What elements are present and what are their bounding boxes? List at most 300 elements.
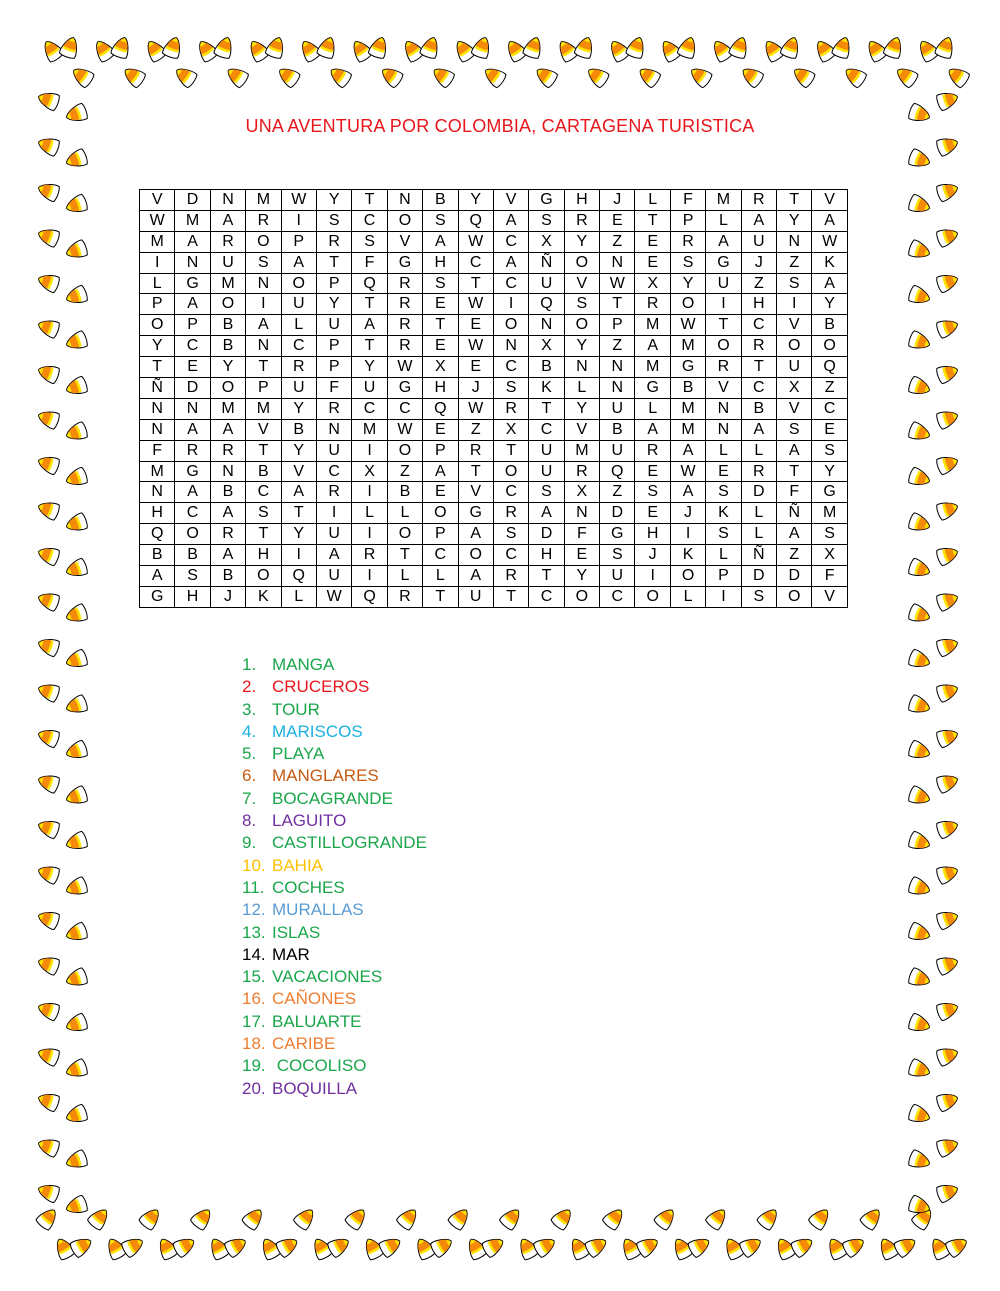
grid-cell[interactable]: U [458, 586, 493, 607]
grid-cell[interactable]: X [564, 482, 599, 503]
grid-cell[interactable]: E [564, 545, 599, 566]
grid-cell[interactable]: N [246, 336, 281, 357]
grid-cell[interactable]: E [423, 482, 458, 503]
grid-cell[interactable]: R [741, 190, 776, 211]
grid-cell[interactable]: A [670, 482, 705, 503]
grid-cell[interactable]: U [316, 315, 351, 336]
grid-cell[interactable]: T [140, 357, 175, 378]
grid-cell[interactable]: Ñ [140, 378, 175, 399]
grid-cell[interactable]: G [175, 461, 210, 482]
grid-cell[interactable]: Q [352, 273, 387, 294]
grid-cell[interactable]: S [670, 252, 705, 273]
grid-cell[interactable]: O [564, 252, 599, 273]
grid-cell[interactable]: L [387, 503, 422, 524]
grid-cell[interactable]: W [281, 190, 316, 211]
grid-cell[interactable]: H [423, 252, 458, 273]
grid-cell[interactable]: L [706, 440, 741, 461]
grid-cell[interactable]: I [635, 566, 670, 587]
grid-cell[interactable]: H [635, 524, 670, 545]
grid-cell[interactable]: S [812, 524, 847, 545]
grid-cell[interactable]: Q [458, 210, 493, 231]
grid-cell[interactable]: I [352, 440, 387, 461]
grid-cell[interactable]: E [423, 294, 458, 315]
grid-cell[interactable]: L [741, 440, 776, 461]
grid-cell[interactable]: B [210, 482, 245, 503]
grid-cell[interactable]: I [140, 252, 175, 273]
grid-cell[interactable]: C [175, 336, 210, 357]
grid-cell[interactable]: R [493, 503, 528, 524]
grid-cell[interactable]: Ñ [529, 252, 564, 273]
grid-cell[interactable]: D [600, 503, 635, 524]
grid-cell[interactable]: G [706, 252, 741, 273]
grid-cell[interactable]: P [423, 524, 458, 545]
grid-cell[interactable]: A [210, 545, 245, 566]
grid-cell[interactable]: N [564, 503, 599, 524]
grid-cell[interactable]: S [423, 273, 458, 294]
grid-cell[interactable]: K [670, 545, 705, 566]
grid-cell[interactable]: I [352, 524, 387, 545]
grid-cell[interactable]: S [423, 210, 458, 231]
grid-cell[interactable]: N [175, 398, 210, 419]
grid-cell[interactable]: E [635, 503, 670, 524]
grid-cell[interactable]: Q [352, 586, 387, 607]
grid-cell[interactable]: Y [316, 190, 351, 211]
grid-cell[interactable]: S [246, 503, 281, 524]
grid-cell[interactable]: D [741, 566, 776, 587]
grid-cell[interactable]: O [423, 503, 458, 524]
grid-cell[interactable]: A [670, 440, 705, 461]
grid-cell[interactable]: I [706, 294, 741, 315]
grid-cell[interactable]: A [210, 419, 245, 440]
grid-cell[interactable]: A [281, 482, 316, 503]
grid-cell[interactable]: O [670, 294, 705, 315]
grid-cell[interactable]: C [741, 315, 776, 336]
grid-cell[interactable]: C [493, 482, 528, 503]
grid-cell[interactable]: O [210, 378, 245, 399]
grid-cell[interactable]: R [387, 273, 422, 294]
grid-cell[interactable]: O [210, 294, 245, 315]
grid-cell[interactable]: M [670, 419, 705, 440]
grid-cell[interactable]: B [281, 419, 316, 440]
grid-cell[interactable]: M [352, 419, 387, 440]
grid-cell[interactable]: C [387, 398, 422, 419]
grid-cell[interactable]: C [493, 231, 528, 252]
grid-cell[interactable]: K [246, 586, 281, 607]
grid-cell[interactable]: N [493, 336, 528, 357]
grid-cell[interactable]: J [600, 190, 635, 211]
grid-cell[interactable]: B [529, 357, 564, 378]
grid-cell[interactable]: C [529, 586, 564, 607]
grid-cell[interactable]: I [281, 545, 316, 566]
grid-cell[interactable]: U [281, 378, 316, 399]
grid-cell[interactable]: T [777, 190, 812, 211]
grid-cell[interactable]: O [564, 586, 599, 607]
grid-cell[interactable]: A [246, 315, 281, 336]
grid-cell[interactable]: X [493, 419, 528, 440]
grid-cell[interactable]: R [210, 440, 245, 461]
grid-cell[interactable]: K [529, 378, 564, 399]
grid-cell[interactable]: C [175, 503, 210, 524]
grid-cell[interactable]: H [564, 190, 599, 211]
grid-cell[interactable]: L [140, 273, 175, 294]
grid-cell[interactable]: T [352, 190, 387, 211]
grid-cell[interactable]: N [600, 357, 635, 378]
grid-cell[interactable]: R [493, 398, 528, 419]
grid-cell[interactable]: B [741, 398, 776, 419]
grid-cell[interactable]: B [210, 336, 245, 357]
grid-cell[interactable]: Q [140, 524, 175, 545]
grid-cell[interactable]: S [352, 231, 387, 252]
grid-cell[interactable]: B [246, 461, 281, 482]
grid-cell[interactable]: U [706, 273, 741, 294]
grid-cell[interactable]: V [281, 461, 316, 482]
grid-cell[interactable]: S [493, 524, 528, 545]
grid-cell[interactable]: B [140, 545, 175, 566]
grid-cell[interactable]: N [210, 190, 245, 211]
grid-cell[interactable]: R [352, 545, 387, 566]
grid-cell[interactable]: H [175, 586, 210, 607]
grid-cell[interactable]: A [281, 252, 316, 273]
grid-cell[interactable]: W [458, 231, 493, 252]
grid-cell[interactable]: A [635, 336, 670, 357]
grid-cell[interactable]: Y [316, 294, 351, 315]
grid-cell[interactable]: C [246, 482, 281, 503]
grid-cell[interactable]: T [281, 503, 316, 524]
grid-cell[interactable]: A [493, 210, 528, 231]
grid-cell[interactable]: C [352, 398, 387, 419]
grid-cell[interactable]: G [458, 503, 493, 524]
grid-cell[interactable]: O [564, 315, 599, 336]
grid-cell[interactable]: T [529, 566, 564, 587]
grid-cell[interactable]: R [175, 440, 210, 461]
grid-cell[interactable]: I [352, 566, 387, 587]
grid-cell[interactable]: S [706, 524, 741, 545]
grid-cell[interactable]: L [741, 503, 776, 524]
grid-cell[interactable]: H [140, 503, 175, 524]
grid-cell[interactable]: Y [812, 461, 847, 482]
grid-cell[interactable]: U [210, 252, 245, 273]
grid-cell[interactable]: F [670, 190, 705, 211]
grid-cell[interactable]: A [635, 419, 670, 440]
grid-cell[interactable]: B [670, 378, 705, 399]
grid-cell[interactable]: C [352, 210, 387, 231]
grid-cell[interactable]: N [706, 398, 741, 419]
grid-cell[interactable]: I [777, 294, 812, 315]
grid-cell[interactable]: A [210, 210, 245, 231]
grid-cell[interactable]: M [670, 336, 705, 357]
grid-cell[interactable]: O [812, 336, 847, 357]
grid-cell[interactable]: F [352, 252, 387, 273]
grid-cell[interactable]: M [706, 190, 741, 211]
grid-cell[interactable]: V [812, 586, 847, 607]
grid-cell[interactable]: H [423, 378, 458, 399]
grid-cell[interactable]: V [140, 190, 175, 211]
grid-cell[interactable]: U [316, 566, 351, 587]
grid-cell[interactable]: A [316, 545, 351, 566]
grid-cell[interactable]: A [175, 482, 210, 503]
grid-cell[interactable]: V [493, 190, 528, 211]
grid-cell[interactable]: C [423, 545, 458, 566]
grid-cell[interactable]: N [600, 252, 635, 273]
grid-cell[interactable]: T [423, 586, 458, 607]
grid-cell[interactable]: N [140, 482, 175, 503]
grid-cell[interactable]: X [529, 336, 564, 357]
grid-cell[interactable]: X [423, 357, 458, 378]
grid-cell[interactable]: P [316, 273, 351, 294]
grid-cell[interactable]: A [706, 231, 741, 252]
grid-cell[interactable]: M [210, 398, 245, 419]
grid-cell[interactable]: W [458, 336, 493, 357]
grid-cell[interactable]: B [210, 315, 245, 336]
grid-cell[interactable]: G [175, 273, 210, 294]
grid-cell[interactable]: G [635, 378, 670, 399]
grid-cell[interactable]: Y [812, 294, 847, 315]
grid-cell[interactable]: K [812, 252, 847, 273]
grid-cell[interactable]: M [140, 461, 175, 482]
grid-cell[interactable]: C [493, 545, 528, 566]
grid-cell[interactable]: S [600, 545, 635, 566]
grid-cell[interactable]: D [175, 378, 210, 399]
grid-cell[interactable]: A [458, 524, 493, 545]
grid-cell[interactable]: A [741, 419, 776, 440]
grid-cell[interactable]: C [316, 461, 351, 482]
grid-cell[interactable]: C [812, 398, 847, 419]
grid-cell[interactable]: N [529, 315, 564, 336]
grid-cell[interactable]: T [352, 294, 387, 315]
grid-cell[interactable]: C [458, 252, 493, 273]
grid-cell[interactable]: O [777, 586, 812, 607]
grid-cell[interactable]: O [670, 566, 705, 587]
grid-cell[interactable]: T [316, 252, 351, 273]
grid-cell[interactable]: O [175, 524, 210, 545]
grid-cell[interactable]: S [529, 210, 564, 231]
grid-cell[interactable]: P [246, 378, 281, 399]
grid-cell[interactable]: Q [281, 566, 316, 587]
grid-cell[interactable]: C [493, 357, 528, 378]
grid-cell[interactable]: O [458, 545, 493, 566]
grid-cell[interactable]: M [246, 398, 281, 419]
grid-cell[interactable]: R [210, 231, 245, 252]
grid-cell[interactable]: P [423, 440, 458, 461]
grid-cell[interactable]: F [777, 482, 812, 503]
grid-cell[interactable]: Q [529, 294, 564, 315]
grid-cell[interactable]: L [281, 315, 316, 336]
grid-cell[interactable]: N [210, 461, 245, 482]
grid-cell[interactable]: R [706, 357, 741, 378]
grid-cell[interactable]: T [246, 357, 281, 378]
grid-cell[interactable]: M [564, 440, 599, 461]
grid-cell[interactable]: L [352, 503, 387, 524]
grid-cell[interactable]: S [706, 482, 741, 503]
grid-cell[interactable]: Y [281, 524, 316, 545]
grid-cell[interactable]: P [175, 315, 210, 336]
grid-cell[interactable]: D [175, 190, 210, 211]
grid-cell[interactable]: Z [741, 273, 776, 294]
grid-cell[interactable]: E [175, 357, 210, 378]
grid-cell[interactable]: G [812, 482, 847, 503]
grid-cell[interactable]: U [316, 440, 351, 461]
grid-cell[interactable]: G [387, 252, 422, 273]
grid-cell[interactable]: Z [777, 252, 812, 273]
grid-cell[interactable]: H [529, 545, 564, 566]
grid-cell[interactable]: R [741, 461, 776, 482]
grid-cell[interactable]: T [246, 440, 281, 461]
grid-cell[interactable]: F [140, 440, 175, 461]
grid-cell[interactable]: T [493, 440, 528, 461]
grid-cell[interactable]: R [316, 231, 351, 252]
grid-cell[interactable]: Q [812, 357, 847, 378]
grid-cell[interactable]: N [777, 231, 812, 252]
grid-cell[interactable]: A [458, 566, 493, 587]
grid-cell[interactable]: C [493, 273, 528, 294]
grid-cell[interactable]: R [458, 440, 493, 461]
grid-cell[interactable]: A [777, 524, 812, 545]
grid-cell[interactable]: X [812, 545, 847, 566]
grid-cell[interactable]: Y [140, 336, 175, 357]
grid-cell[interactable]: A [812, 273, 847, 294]
grid-cell[interactable]: N [387, 190, 422, 211]
grid-cell[interactable]: T [635, 210, 670, 231]
grid-cell[interactable]: A [175, 419, 210, 440]
grid-cell[interactable]: M [670, 398, 705, 419]
grid-cell[interactable]: N [246, 273, 281, 294]
grid-cell[interactable]: N [564, 357, 599, 378]
grid-cell[interactable]: N [140, 419, 175, 440]
grid-cell[interactable]: I [352, 482, 387, 503]
grid-cell[interactable]: E [635, 461, 670, 482]
grid-cell[interactable]: R [635, 440, 670, 461]
grid-cell[interactable]: I [706, 586, 741, 607]
grid-cell[interactable]: Z [812, 378, 847, 399]
grid-cell[interactable]: Ñ [741, 545, 776, 566]
grid-cell[interactable]: R [281, 357, 316, 378]
grid-cell[interactable]: Y [777, 210, 812, 231]
grid-cell[interactable]: T [246, 524, 281, 545]
grid-cell[interactable]: R [741, 336, 776, 357]
grid-cell[interactable]: L [670, 586, 705, 607]
grid-cell[interactable]: T [741, 357, 776, 378]
grid-cell[interactable]: V [387, 231, 422, 252]
grid-cell[interactable]: Q [600, 461, 635, 482]
grid-cell[interactable]: S [564, 294, 599, 315]
grid-cell[interactable]: T [352, 336, 387, 357]
grid-cell[interactable]: W [458, 398, 493, 419]
grid-cell[interactable]: B [423, 190, 458, 211]
grid-cell[interactable]: Q [423, 398, 458, 419]
grid-cell[interactable]: S [777, 273, 812, 294]
grid-cell[interactable]: R [387, 294, 422, 315]
grid-cell[interactable]: B [175, 545, 210, 566]
grid-cell[interactable]: E [600, 210, 635, 231]
grid-cell[interactable]: Y [352, 357, 387, 378]
grid-cell[interactable]: U [529, 273, 564, 294]
grid-cell[interactable]: X [352, 461, 387, 482]
grid-cell[interactable]: B [600, 419, 635, 440]
grid-cell[interactable]: T [458, 461, 493, 482]
grid-cell[interactable]: Y [670, 273, 705, 294]
grid-cell[interactable]: M [175, 210, 210, 231]
grid-cell[interactable]: L [635, 398, 670, 419]
grid-cell[interactable]: S [493, 378, 528, 399]
grid-cell[interactable]: X [635, 273, 670, 294]
grid-cell[interactable]: P [316, 357, 351, 378]
grid-cell[interactable]: Z [600, 231, 635, 252]
grid-cell[interactable]: O [493, 315, 528, 336]
grid-cell[interactable]: X [529, 231, 564, 252]
grid-cell[interactable]: P [600, 315, 635, 336]
grid-cell[interactable]: Y [564, 566, 599, 587]
grid-cell[interactable]: C [741, 378, 776, 399]
grid-cell[interactable]: Y [210, 357, 245, 378]
grid-cell[interactable]: G [387, 378, 422, 399]
grid-cell[interactable]: W [670, 461, 705, 482]
grid-cell[interactable]: U [281, 294, 316, 315]
grid-cell[interactable]: Y [458, 190, 493, 211]
grid-cell[interactable]: I [670, 524, 705, 545]
grid-cell[interactable]: U [741, 231, 776, 252]
grid-cell[interactable]: G [600, 524, 635, 545]
grid-cell[interactable]: E [635, 231, 670, 252]
grid-cell[interactable]: G [670, 357, 705, 378]
grid-cell[interactable]: A [423, 231, 458, 252]
grid-cell[interactable]: N [140, 398, 175, 419]
grid-cell[interactable]: R [387, 336, 422, 357]
grid-cell[interactable]: W [140, 210, 175, 231]
grid-cell[interactable]: T [600, 294, 635, 315]
grid-cell[interactable]: M [210, 273, 245, 294]
grid-cell[interactable]: U [600, 566, 635, 587]
grid-cell[interactable]: N [175, 252, 210, 273]
grid-cell[interactable]: E [812, 419, 847, 440]
grid-cell[interactable]: S [246, 252, 281, 273]
grid-cell[interactable]: B [812, 315, 847, 336]
grid-cell[interactable]: E [458, 315, 493, 336]
grid-cell[interactable]: F [812, 566, 847, 587]
grid-cell[interactable]: A [352, 315, 387, 336]
grid-cell[interactable]: J [670, 503, 705, 524]
grid-cell[interactable]: W [600, 273, 635, 294]
grid-cell[interactable]: B [387, 482, 422, 503]
grid-cell[interactable]: G [140, 586, 175, 607]
grid-cell[interactable]: R [210, 524, 245, 545]
grid-cell[interactable]: P [316, 336, 351, 357]
grid-cell[interactable]: O [387, 440, 422, 461]
grid-cell[interactable]: V [777, 398, 812, 419]
grid-cell[interactable]: R [564, 210, 599, 231]
grid-cell[interactable]: R [387, 315, 422, 336]
grid-cell[interactable]: I [281, 210, 316, 231]
grid-cell[interactable]: U [529, 461, 564, 482]
grid-cell[interactable]: A [210, 503, 245, 524]
grid-cell[interactable]: A [175, 294, 210, 315]
grid-cell[interactable]: R [493, 566, 528, 587]
grid-cell[interactable]: O [387, 524, 422, 545]
grid-cell[interactable]: E [423, 336, 458, 357]
grid-cell[interactable]: J [741, 252, 776, 273]
grid-cell[interactable]: A [777, 440, 812, 461]
grid-cell[interactable]: Y [281, 440, 316, 461]
grid-cell[interactable]: T [387, 545, 422, 566]
grid-cell[interactable]: X [777, 378, 812, 399]
grid-cell[interactable]: L [423, 566, 458, 587]
grid-cell[interactable]: H [246, 545, 281, 566]
grid-cell[interactable]: A [140, 566, 175, 587]
grid-cell[interactable]: W [458, 294, 493, 315]
grid-cell[interactable]: R [635, 294, 670, 315]
grid-cell[interactable]: Y [564, 336, 599, 357]
grid-cell[interactable]: I [316, 503, 351, 524]
grid-cell[interactable]: Y [281, 398, 316, 419]
